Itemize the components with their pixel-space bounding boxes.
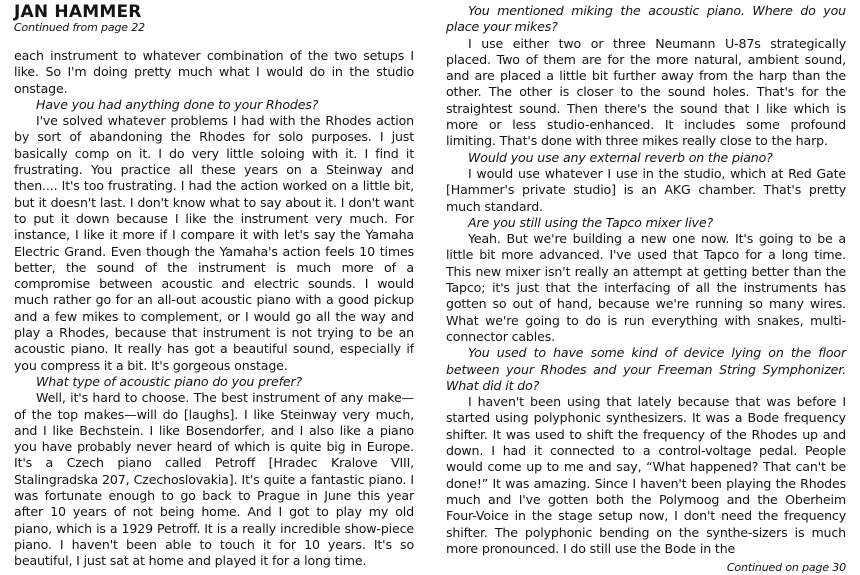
interview-question: Are you still using the Tapco mixer live? (468, 214, 713, 230)
interview-question: Would you use any external reverb on the piano? (468, 149, 773, 165)
answer-paragraph: Well, it's hard to choose. The best instrument of any make—of the top makes—will do [laughs]. I like Steinway very much, and I like Bechstein. I like Bosendorfer, and I also like a piano you have probably never heard of which is quite big in Europe. It's a Czech piano called Petroff [Hradec Kralove VIII, Stalingradska 207, Czechoslovakia]. It's quite a fantastic piano. I was fortunate enough to go back to Prague in June this year after 10 years of not being home. And I got to play my old piano, which is a 1929 Petroff. It is a really incredible show-piece piano. I haven't been able to touch it for 10 years. It's so beautiful, I just sat at home and played it for a long time. (14, 390, 414, 569)
interview-question: You used to have some kind of device lying on the floor between your Rhodes and your Freeman String Symphonizer. What did it do? (446, 345, 846, 393)
answer-paragraph: Yeah. But we're building a new one now. It's going to be a little bit more advanced. I've used that Tapco for a long time. This new mixer isn't really an attempt at getting better than the Tapco; it's just that the interfacing of all the instruments has gotten so out of hand, because we're running so many wires. What we're going to do is run everything with snakes, multi-connector cables. (446, 231, 846, 344)
interview-question: You mentioned miking the acoustic piano. Where do you place your mikes? (446, 3, 846, 35)
interview-question: What type of acoustic piano do you prefer? (36, 373, 303, 389)
continued-on-note: Continued on page 30 (726, 561, 846, 575)
answer-paragraph: I haven't been using that lately because that was before I started using polyphonic synthesizers. It was a Bode frequency shifter. It was used to shift the frequency of the Rhodes up and down. I had it connected to a control-voltage pedal. People would come up to me and say, “What happened? That can't be done!” It was amazing. Since I haven't been playing the Rhodes much and I've gotten both the Polymoog and the Oberheim Four-Voice in the stage setup now, I don't need the frequency shifter. The polyphonic bending on the synthe-sizers is much more pronounced. I do still use the Bode in the (446, 394, 846, 556)
answer-paragraph: I've solved whatever problems I had with the Rhodes action by sort of abandoning the Rhodes for solo purposes. I just basically comp on it. I do very little soloing with it. I find it frustrating. You practice all these years on a Steinway and then.... It's too frustrating. I had the action worked on a little bit, but it doesn't last. I don't know what to say about it. I don't want to put it down because I like the instrument very much. For instance, I like it more if I compare it with let's say the Yamaha Electric Grand. Even though the Yamaha's action feels 10 times better, the sound of the instrument is much more of a compromise between acoustic and electric sounds. I would much rather go for an all-out acoustic piano with a good pickup and a few mikes to complement, or I would go all the way and play a Rhodes, because that instrument is not trying to be an acoustic piano. It really has got a beautiful sound, especially if you compress it a bit. It's gorgeous onstage. (14, 113, 414, 373)
continued-from-note: Continued from page 22 (14, 21, 145, 34)
answer-paragraph: I would use whatever I use in the studio, which at Red Gate [Hammer's private studio] is an AKG chamber. That's pretty much standard. (446, 165, 846, 214)
interview-question: Have you had anything done to your Rhodes? (36, 96, 319, 112)
answer-paragraph: I use either two or three Neumann U-87s strategically placed. Two of them are for the more natural, ambient sound, and are placed a little bit further away from the harp than the other. The other is closer to the sound holes. That's for the straightest sound. Then there's the sound that I like which is more or less studio-enhanced. It includes some profound limiting. That's done with three mikes really close to the harp. (446, 35, 846, 149)
answer-paragraph: each instrument to whatever combination of the two setups I like. So I'm doing pretty much what I would do in the studio onstage. (14, 48, 414, 96)
article-title: JAN HAMMER (14, 2, 142, 22)
left-column (14, 0, 414, 570)
right-column (446, 3, 846, 575)
